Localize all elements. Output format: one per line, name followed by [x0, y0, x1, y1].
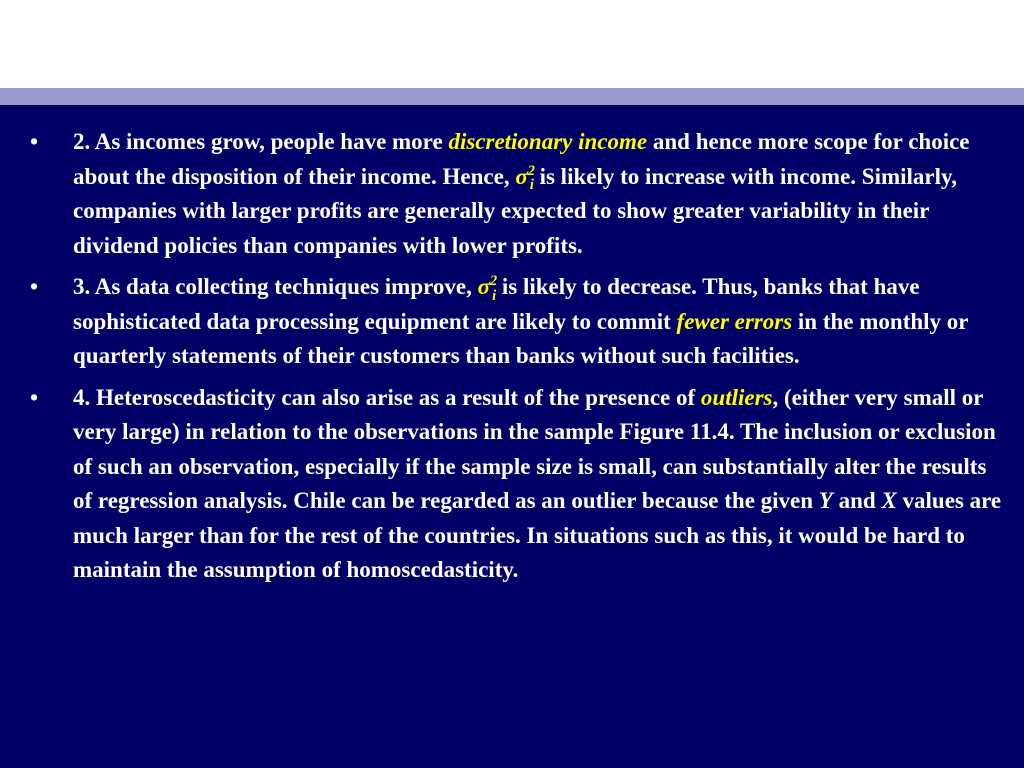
bullet-text: is likely to decrease. Thus, banks that have sophisticated data processing equipment are likely to commit — [73, 274, 920, 334]
bullet-text: 4. Heteroscedasticity can also arise as a result of the presence of — [73, 384, 701, 410]
sigma-superscript: 2 — [490, 273, 498, 290]
bullet-item-data-collection — [30, 270, 1005, 374]
bullet-text: , (either very small or very large) in relation to the observations in the sample Figure 11.4. The inclusion or exclusion of such an observation, especially if the sample size is small, can substantially alter the results of regression analysis. Chile can be regarded as an outlier because the given — [73, 384, 996, 513]
sigma-symbol — [515, 162, 535, 194]
bullet-text: and — [832, 488, 882, 513]
bullet-text: and hence more scope for choice about the disposition of their income. Hence, — [73, 129, 970, 189]
variable-x: X — [881, 488, 897, 513]
highlight-term: fewer errors — [676, 308, 793, 334]
bullet-text: 2. As incomes grow, people have more — [73, 129, 449, 154]
variable-y: Y — [818, 488, 833, 513]
sigma-subscript: i — [529, 177, 534, 194]
highlight-term: outliers — [700, 384, 773, 410]
bullet-text: 3. As data collecting techniques improve, — [73, 274, 478, 299]
bullet-text: values are much larger than for the rest of the countries. In situations such as this, it would be hard to maintain the assumption of homoscedasticity. — [73, 488, 1002, 582]
slide-header-area — [0, 0, 1024, 88]
bullet-text: in the monthly or quarterly statements of their customers than banks without such facilities. — [73, 308, 969, 368]
bullet-text: is likely to increase with income. Similarly, companies with larger profits are generally expected to show greater variability in their dividend policies than companies with lower profits. — [73, 163, 957, 258]
highlight-term: discretionary income — [448, 129, 648, 154]
sigma-superscript: 2 — [527, 162, 535, 179]
header-stripe — [0, 88, 1024, 105]
sigma-symbol — [477, 273, 498, 304]
sigma-subscript: i — [492, 287, 497, 304]
bullet-marker: • — [30, 274, 39, 299]
bullet-marker: • — [30, 129, 39, 154]
bullet-item-outliers — [30, 381, 1005, 588]
bullet-marker: • — [30, 384, 39, 410]
bullet-list — [30, 125, 1005, 595]
sigma-glyph: σ — [515, 163, 528, 189]
bullet-item-income — [30, 125, 1005, 263]
sigma-glyph: σ — [477, 274, 491, 299]
